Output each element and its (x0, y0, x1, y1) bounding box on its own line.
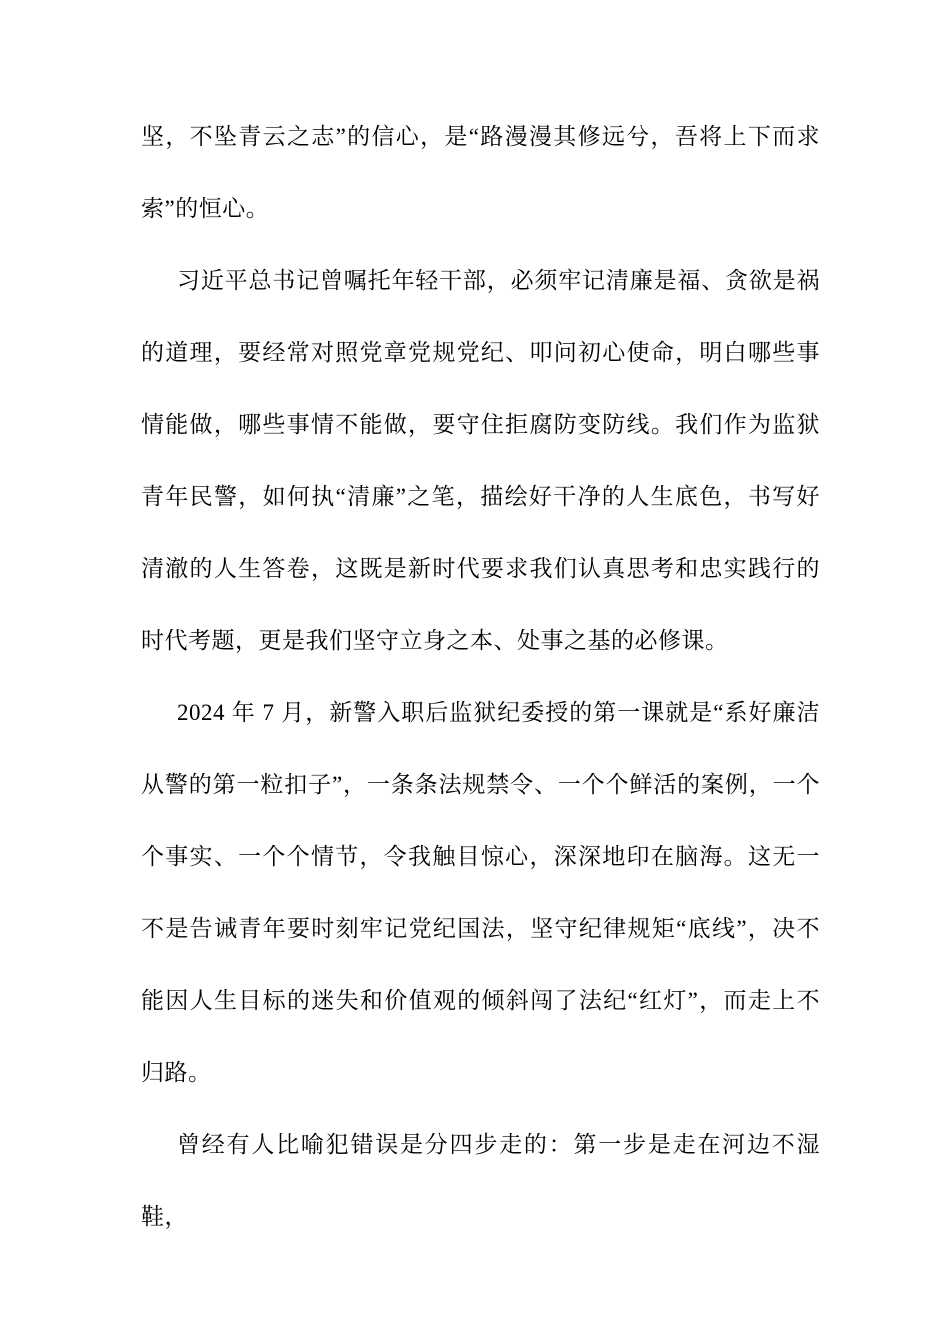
paragraph: 2024 年 7 月，新警入职后监狱纪委授的第一课就是“系好廉洁从警的第一粒扣子”，一条条法规禁令、一个个鲜活的案例，一个个事实、一个个情节，令我触目惊心，深深地印在脑海。这无一不是告诫青年要时刻牢记党纪国法，坚守纪律规矩“底线”，决不能因人生目标的迷失和价值观的倾斜闯了法纪“红灯”，而走上不归路。 (141, 700, 820, 1085)
paragraph: 坚，不坠青云之志”的信心，是“路漫漫其修远兮，吾将上下而求索”的恒心。 (141, 124, 820, 221)
paragraph: 曾经有人比喻犯错误是分四步走的：第一步是走在河边不湿鞋， (141, 1132, 820, 1229)
document-body (141, 101, 820, 1253)
paragraph: 习近平总书记曾嘱托年轻干部，必须牢记清廉是福、贪欲是祸的道理，要经常对照党章党规党纪、叩问初心使命，明白哪些事情能做，哪些事情不能做，要守住拒腐防变防线。我们作为监狱青年民警，如何执“清廉”之笔，描绘好干净的人生底色，书写好清澈的人生答卷，这既是新时代要求我们认真思考和忠实践行的时代考题，更是我们坚守立身之本、处事之基的必修课。 (141, 268, 820, 653)
